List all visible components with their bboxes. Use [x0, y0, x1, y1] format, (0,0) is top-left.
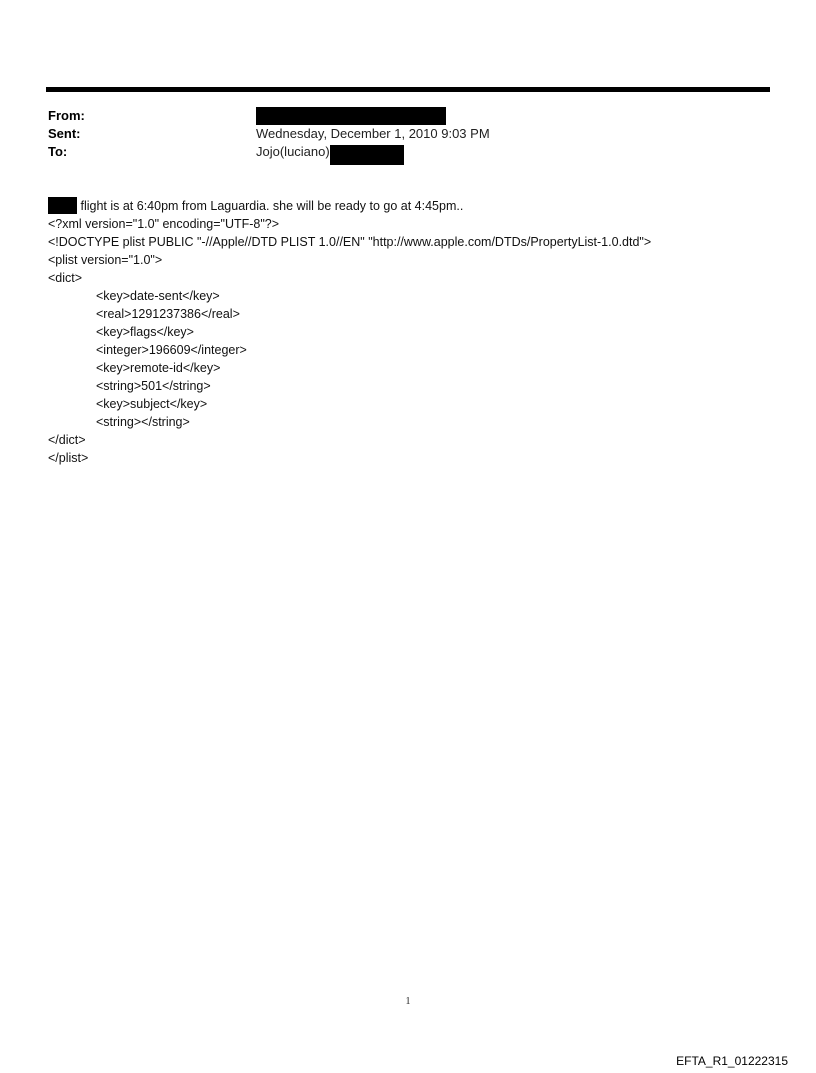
sent-value: Wednesday, December 1, 2010 9:03 PM: [256, 126, 490, 141]
redaction-box: [330, 145, 404, 165]
from-row: [48, 107, 768, 125]
header-rule: [46, 87, 770, 92]
page-number: 1: [405, 996, 411, 1007]
message-body: [48, 197, 768, 467]
xml-line: <dict>: [48, 271, 83, 285]
xml-line: <!DOCTYPE plist PUBLIC "-//Apple//DTD PLIST 1.0//EN" "http://www.apple.com/DTDs/PropertyList-1.0.dtd">: [48, 235, 652, 249]
xml-dict-line: <key>date-sent</key>: [96, 289, 220, 303]
to-value: [256, 143, 404, 165]
to-label: To:: [48, 144, 68, 159]
xml-dict-line: <key>flags</key>: [96, 325, 194, 339]
to-row: [48, 143, 768, 161]
xml-line: </plist>: [48, 451, 89, 465]
sent-label: Sent:: [48, 126, 81, 141]
xml-dict-line: <real>1291237386</real>: [96, 307, 240, 321]
xml-line: </dict>: [48, 433, 86, 447]
sent-row: [48, 125, 768, 143]
message-first-line: [48, 197, 768, 215]
redaction-box: [48, 197, 77, 214]
xml-line: <plist version="1.0">: [48, 253, 163, 267]
xml-line: <?xml version="1.0" encoding="UTF-8"?>: [48, 217, 280, 231]
to-name: Jojo(luciano): [256, 144, 330, 159]
xml-dict-line: <integer>196609</integer>: [96, 343, 247, 357]
xml-dict-line: <key>subject</key>: [96, 397, 208, 411]
xml-dict-line: <string>501</string>: [96, 379, 211, 393]
from-value: [256, 107, 446, 125]
xml-dict-line: <key>remote-id</key>: [96, 361, 221, 375]
redaction-box: [256, 107, 446, 125]
first-line-text: flight is at 6:40pm from Laguardia. she will be ready to go at 4:45pm..: [77, 199, 464, 213]
from-label: From:: [48, 108, 85, 123]
document-id: EFTA_R1_01222315: [676, 1054, 788, 1068]
xml-dict-line: <string></string>: [96, 415, 190, 429]
